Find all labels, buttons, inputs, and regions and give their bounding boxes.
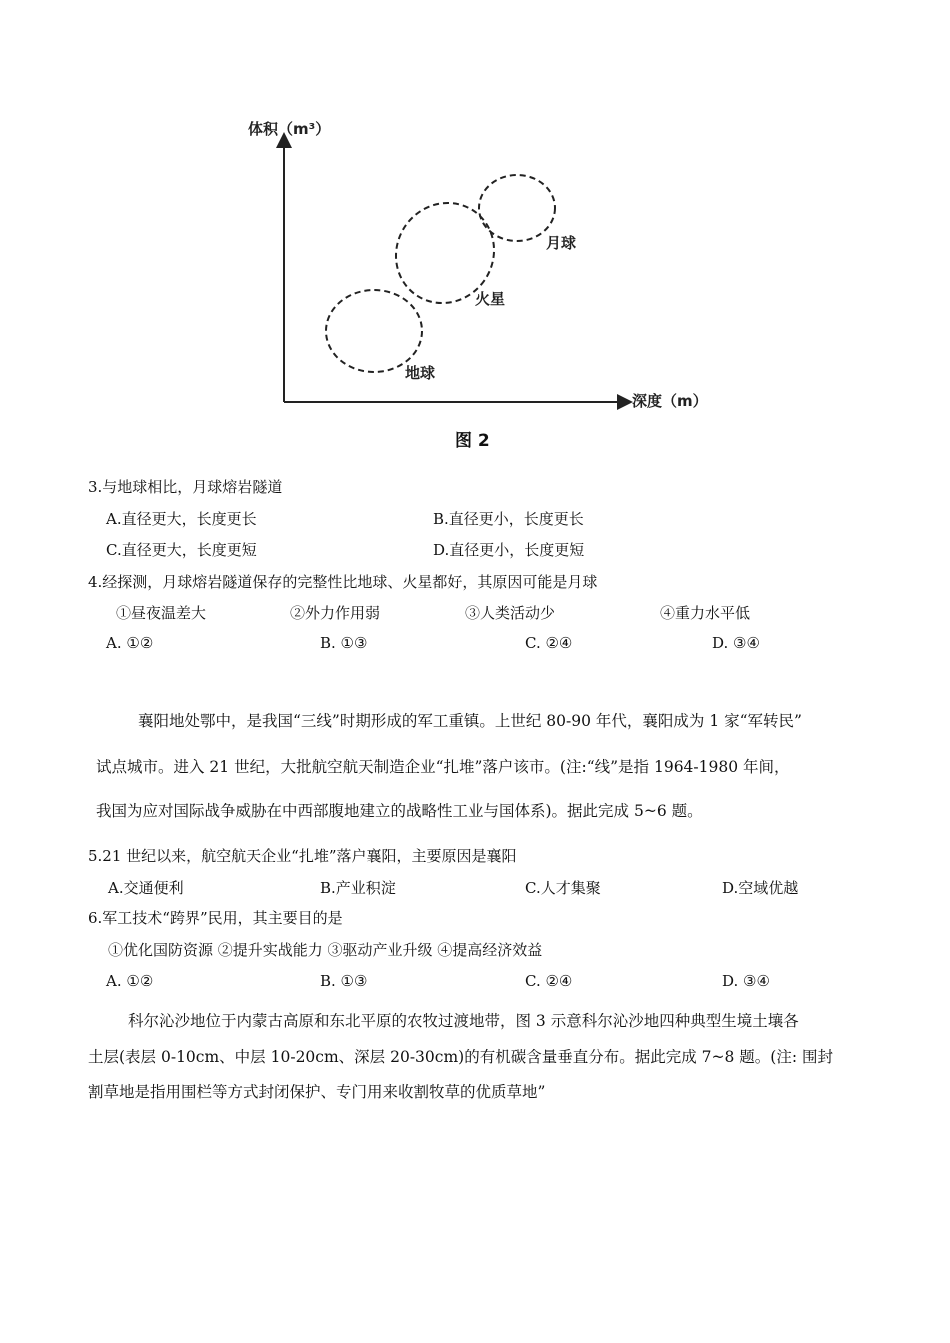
passage-1-line-3: 我国为应对国际战争威胁在中西部腹地建立的战略性工业与国体系)。据此完成 5~6 题。 (96, 802, 703, 820)
question-5-stem: 5.21 世纪以来，航空航天企业“扎堆”落户襄阳，主要原因是襄阳 (88, 847, 517, 865)
q5-option-b: B.产业积淀 (320, 879, 396, 897)
question-4-stem: 4.经探测，月球熔岩隧道保存的完整性比地球、火星都好，其原因可能是月球 (88, 573, 598, 591)
q6-option-d: D. ③④ (722, 972, 770, 990)
q4-option-b: B. ①③ (320, 634, 368, 652)
q4-option-a: A. ①② (106, 634, 154, 652)
question-3-stem: 3.与地球相比，月球熔岩隧道 (88, 478, 283, 496)
q4-item-4: ④重力水平低 (660, 604, 751, 622)
q6-option-a: A. ①② (106, 972, 154, 990)
moon-label: 月球 (546, 234, 577, 252)
figure-2-diagram (240, 110, 720, 420)
mars-label: 火星 (475, 290, 506, 308)
q4-item-1: ①昼夜温差大 (116, 604, 207, 622)
figure-caption: 图 2 (455, 431, 490, 451)
q4-option-d: D. ③④ (712, 634, 760, 652)
passage-1-line-2: 试点城市。进入 21 世纪，大批航空航天制造企业“扎堆”落户该市。(注:“线”是指 1964-1980 年间， (96, 758, 790, 776)
q3-option-c: C.直径更大，长度更短 (106, 541, 257, 559)
q4-option-c: C. ②④ (525, 634, 573, 652)
q3-option-a: A.直径更大，长度更长 (106, 510, 257, 528)
q3-option-b: B.直径更小，长度更长 (433, 510, 584, 528)
x-axis-label: 深度（m） (632, 392, 708, 410)
earth-ellipse (326, 290, 422, 372)
q6-option-c: C. ②④ (525, 972, 573, 990)
q5-option-c: C.人才集聚 (525, 879, 601, 897)
q4-item-2: ②外力作用弱 (290, 604, 381, 622)
question-6-stem: 6.军工技术“跨界”民用，其主要目的是 (88, 909, 343, 927)
passage-2-line-2: 土层(表层 0-10cm、中层 10-20cm、深层 20-30cm)的有机碳含量垂直分布。据此完成 7~8 题。(注: 围封 (88, 1048, 833, 1066)
passage-2-line-1: 科尔沁沙地位于内蒙古高原和东北平原的农牧过渡地带，图 3 示意科尔沁沙地四种典型生境土壤各 (128, 1012, 799, 1030)
q3-option-d: D.直径更小，长度更短 (433, 541, 585, 559)
earth-label: 地球 (405, 364, 436, 382)
q6-option-b: B. ①③ (320, 972, 368, 990)
passage-2-line-3: 割草地是指用围栏等方式封闭保护、专门用来收割牧草的优质草地” (88, 1083, 546, 1101)
y-axis-label: 体积（m³） (248, 120, 331, 138)
q6-items: ①优化国防资源 ②提升实战能力 ③驱动产业升级 ④提高经济效益 (108, 941, 543, 959)
q4-item-3: ③人类活动少 (465, 604, 556, 622)
moon-ellipse (479, 175, 555, 241)
passage-1-line-1: 襄阳地处鄂中，是我国“三线”时期形成的军工重镇。上世纪 80-90 年代，襄阳成为 1 家“军转民” (138, 712, 802, 730)
q5-option-a: A.交通便利 (108, 879, 184, 897)
q5-option-d: D.空域优越 (722, 879, 799, 897)
